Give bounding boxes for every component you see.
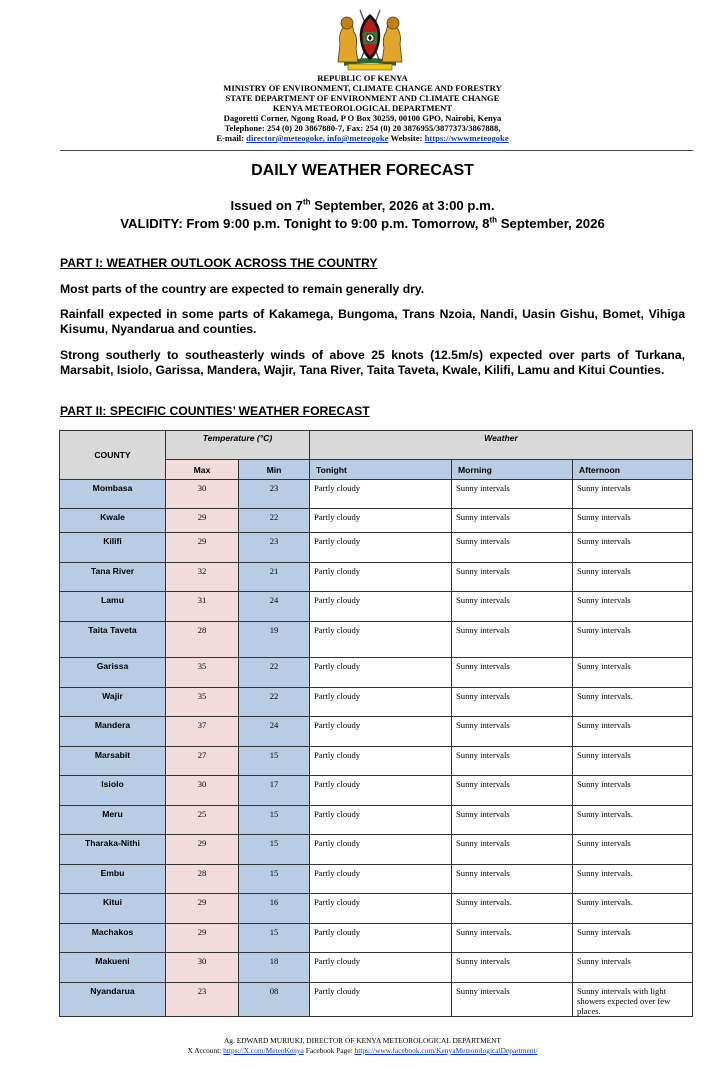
afternoon-cell: Sunny intervals — [573, 563, 693, 592]
max-temp-cell: 29 — [166, 894, 239, 924]
afternoon-cell: Sunny intervals — [573, 480, 693, 509]
afternoon-cell: Sunny intervals — [573, 924, 693, 953]
document-title: DAILY WEATHER FORECAST — [251, 162, 474, 179]
outlook-paragraph-2: Rainfall expected in some parts of Kakamega, Bungoma, Trans Nzoia, Nandi, Uasin Gishu, Bomet, Vihiga Kisumu, Nyandarua and counties. — [60, 307, 685, 336]
max-temp-cell: 29 — [166, 533, 239, 563]
footer-social — [0, 1046, 725, 1055]
county-cell: Mombasa — [60, 480, 166, 509]
letterhead — [0, 73, 725, 143]
email-label: E-mail: — [216, 133, 245, 143]
county-cell: Embu — [60, 865, 166, 894]
morning-cell: Sunny intervals — [452, 480, 573, 509]
max-temp-cell: 30 — [166, 776, 239, 806]
afternoon-cell: Sunny intervals — [573, 622, 693, 658]
letterhead-contacts — [0, 133, 725, 143]
max-temp-cell: 28 — [166, 865, 239, 894]
table-row — [60, 835, 693, 865]
max-temp-cell: 28 — [166, 622, 239, 658]
max-temp-cell: 30 — [166, 953, 239, 983]
table-row — [60, 688, 693, 717]
tonight-cell: Partly cloudy — [310, 563, 452, 592]
tonight-cell: Partly cloudy — [310, 747, 452, 776]
county-cell: Machakos — [60, 924, 166, 953]
min-temp-cell: 18 — [239, 953, 310, 983]
county-cell: Mandera — [60, 717, 166, 747]
county-cell: Wajir — [60, 688, 166, 717]
morning-cell: Sunny intervals — [452, 563, 573, 592]
max-temp-cell: 27 — [166, 747, 239, 776]
issued-suffix: September, 2026 at 3:00 p.m. — [310, 198, 495, 213]
morning-cell: Sunny intervals — [452, 776, 573, 806]
morning-cell: Sunny intervals — [452, 983, 573, 1017]
table-row — [60, 865, 693, 894]
min-temp-cell: 22 — [239, 509, 310, 533]
table-row — [60, 658, 693, 688]
website-label: Website: — [390, 133, 423, 143]
afternoon-cell: Sunny intervals. — [573, 806, 693, 835]
min-temp-cell: 17 — [239, 776, 310, 806]
facebook-link[interactable]: https://www.facebook.com/KenyaMeteorologicalDepartment/ — [354, 1046, 538, 1055]
max-temp-cell: 29 — [166, 924, 239, 953]
morning-column-header: Morning — [452, 460, 573, 480]
county-cell: Makueni — [60, 953, 166, 983]
afternoon-cell: Sunny intervals — [573, 717, 693, 747]
county-forecast-table — [59, 430, 693, 1017]
tonight-cell: Partly cloudy — [310, 894, 452, 924]
tonight-cell: Partly cloudy — [310, 776, 452, 806]
county-cell: Meru — [60, 806, 166, 835]
facebook-label: Facebook Page: — [305, 1046, 353, 1055]
min-temp-cell: 15 — [239, 806, 310, 835]
morning-cell: Sunny intervals — [452, 747, 573, 776]
tonight-cell: Partly cloudy — [310, 924, 452, 953]
min-temp-cell: 15 — [239, 865, 310, 894]
max-temp-cell: 37 — [166, 717, 239, 747]
tonight-cell: Partly cloudy — [310, 806, 452, 835]
afternoon-cell: Sunny intervals — [573, 658, 693, 688]
min-temp-cell: 15 — [239, 747, 310, 776]
min-temp-cell: 22 — [239, 658, 310, 688]
table-row — [60, 924, 693, 953]
letterhead-telephone: Telephone: 254 (0) 20 3867880-7, Fax: 254 (0) 20 3876955/3877373/3867888, — [224, 123, 501, 133]
tonight-cell: Partly cloudy — [310, 835, 452, 865]
validity-ordinal: th — [489, 215, 498, 225]
outlook-paragraph-1: Most parts of the country are expected to remain generally dry. — [60, 282, 425, 296]
email-link[interactable]: director@meteogoke, info@meteogoke — [246, 133, 389, 143]
morning-cell: Sunny intervals — [452, 622, 573, 658]
min-temp-cell: 15 — [239, 924, 310, 953]
letterhead-address: Dagoretti Corner, Ngong Road, P O Box 30259, 00100 GPO, Nairobi, Kenya — [223, 113, 502, 123]
afternoon-cell: Sunny intervals — [573, 953, 693, 983]
min-temp-cell: 21 — [239, 563, 310, 592]
issued-ordinal: th — [303, 197, 311, 207]
max-temp-cell: 30 — [166, 480, 239, 509]
validity-line — [0, 216, 725, 231]
afternoon-cell: Sunny intervals with light showers expected over few places. — [573, 983, 693, 1017]
min-temp-cell: 19 — [239, 622, 310, 658]
tonight-cell: Partly cloudy — [310, 983, 452, 1017]
morning-cell: Sunny intervals. — [452, 924, 573, 953]
x-account-label: X Account: — [187, 1046, 222, 1055]
afternoon-cell: Sunny intervals — [573, 533, 693, 563]
part1-heading: PART I: WEATHER OUTLOOK ACROSS THE COUNTRY — [60, 256, 378, 270]
min-temp-cell: 24 — [239, 592, 310, 622]
morning-cell: Sunny intervals — [452, 533, 573, 563]
min-column-header: Min — [239, 460, 310, 480]
afternoon-cell: Sunny intervals — [573, 835, 693, 865]
min-temp-cell: 23 — [239, 480, 310, 509]
max-temp-cell: 32 — [166, 563, 239, 592]
table-row — [60, 592, 693, 622]
letterhead-republic: REPUBLIC OF KENYA — [317, 73, 408, 83]
table-row — [60, 953, 693, 983]
max-temp-cell: 29 — [166, 835, 239, 865]
min-temp-cell: 22 — [239, 688, 310, 717]
morning-cell: Sunny intervals — [452, 835, 573, 865]
morning-cell: Sunny intervals. — [452, 894, 573, 924]
letterhead-ministry: MINISTRY OF ENVIRONMENT, CLIMATE CHANGE AND FORESTRY — [223, 83, 502, 93]
max-temp-cell: 31 — [166, 592, 239, 622]
tonight-cell: Partly cloudy — [310, 658, 452, 688]
tonight-cell: Partly cloudy — [310, 533, 452, 563]
tonight-cell: Partly cloudy — [310, 592, 452, 622]
county-cell: Kwale — [60, 509, 166, 533]
issued-line — [0, 198, 725, 213]
afternoon-cell: Sunny intervals — [573, 592, 693, 622]
table-row — [60, 717, 693, 747]
morning-cell: Sunny intervals — [452, 658, 573, 688]
min-temp-cell: 15 — [239, 835, 310, 865]
letterhead-state-department: STATE DEPARTMENT OF ENVIRONMENT AND CLIMATE CHANGE — [225, 93, 500, 103]
county-cell: Kitui — [60, 894, 166, 924]
min-temp-cell: 23 — [239, 533, 310, 563]
weather-group-header: Weather — [310, 431, 693, 460]
county-cell: Lamu — [60, 592, 166, 622]
outlook-paragraph-3: Strong southerly to southeasterly winds of above 25 knots (12.5m/s) expected over parts of Turkana, Marsabit, Isiolo, Garissa, Mandera, Wajir, Tana River, Taita Taveta, Kwale, Kilifi, Lamu and Kitui Counties. — [60, 348, 685, 377]
min-temp-cell: 24 — [239, 717, 310, 747]
afternoon-cell: Sunny intervals — [573, 776, 693, 806]
county-cell: Nyandarua — [60, 983, 166, 1017]
letterhead-department: KENYA METEOROLOGICAL DEPARTMENT — [272, 103, 453, 113]
max-column-header: Max — [166, 460, 239, 480]
table-row — [60, 509, 693, 533]
tonight-cell: Partly cloudy — [310, 865, 452, 894]
tonight-cell: Partly cloudy — [310, 688, 452, 717]
county-cell: Isiolo — [60, 776, 166, 806]
table-row — [60, 480, 693, 509]
table-row — [60, 747, 693, 776]
validity-suffix: September, 2026 — [497, 216, 605, 231]
morning-cell: Sunny intervals — [452, 953, 573, 983]
max-temp-cell: 29 — [166, 509, 239, 533]
coat-of-arms-emblem — [330, 4, 410, 72]
morning-cell: Sunny intervals — [452, 509, 573, 533]
morning-cell: Sunny intervals — [452, 806, 573, 835]
max-temp-cell: 25 — [166, 806, 239, 835]
table-row — [60, 563, 693, 592]
max-temp-cell: 23 — [166, 983, 239, 1017]
county-column-header: COUNTY — [60, 431, 166, 480]
county-cell: Garissa — [60, 658, 166, 688]
afternoon-cell: Sunny intervals. — [573, 688, 693, 717]
table-row — [60, 983, 693, 1017]
x-account-link[interactable]: https://X.com/MeteoKenya — [223, 1046, 304, 1055]
morning-cell: Sunny intervals — [452, 717, 573, 747]
tonight-cell: Partly cloudy — [310, 622, 452, 658]
max-temp-cell: 35 — [166, 658, 239, 688]
part2-heading: PART II: SPECIFIC COUNTIES’ WEATHER FORECAST — [60, 404, 370, 418]
validity-prefix: VALIDITY: From 9:00 p.m. Tonight to 9:00 p.m. Tomorrow, 8 — [120, 216, 490, 231]
website-link[interactable]: https://wwwmeteogoke — [424, 133, 509, 143]
temperature-group-header: Temperature (°C) — [166, 431, 310, 460]
county-cell: Tharaka-Nithi — [60, 835, 166, 865]
morning-cell: Sunny intervals — [452, 592, 573, 622]
afternoon-cell: Sunny intervals. — [573, 865, 693, 894]
afternoon-cell: Sunny intervals — [573, 747, 693, 776]
afternoon-cell: Sunny intervals. — [573, 894, 693, 924]
tonight-cell: Partly cloudy — [310, 509, 452, 533]
county-cell: Tana River — [60, 563, 166, 592]
table-row — [60, 622, 693, 658]
morning-cell: Sunny intervals — [452, 865, 573, 894]
max-temp-cell: 35 — [166, 688, 239, 717]
tonight-cell: Partly cloudy — [310, 717, 452, 747]
table-row — [60, 806, 693, 835]
table-row — [60, 894, 693, 924]
footer-signature: Ag. EDWARD MURIUKI, DIRECTOR OF KENYA METEOROLOGICAL DEPARTMENT — [223, 1036, 502, 1045]
afternoon-column-header: Afternoon — [573, 460, 693, 480]
min-temp-cell: 16 — [239, 894, 310, 924]
table-row — [60, 533, 693, 563]
county-cell: Taita Taveta — [60, 622, 166, 658]
letterhead-divider — [60, 150, 693, 151]
issued-prefix: Issued on 7 — [230, 198, 303, 213]
morning-cell: Sunny intervals — [452, 688, 573, 717]
afternoon-cell: Sunny intervals — [573, 509, 693, 533]
tonight-column-header: Tonight — [310, 460, 452, 480]
county-cell: Marsabit — [60, 747, 166, 776]
table-row — [60, 776, 693, 806]
tonight-cell: Partly cloudy — [310, 480, 452, 509]
county-cell: Kilifi — [60, 533, 166, 563]
min-temp-cell: 08 — [239, 983, 310, 1017]
tonight-cell: Partly cloudy — [310, 953, 452, 983]
